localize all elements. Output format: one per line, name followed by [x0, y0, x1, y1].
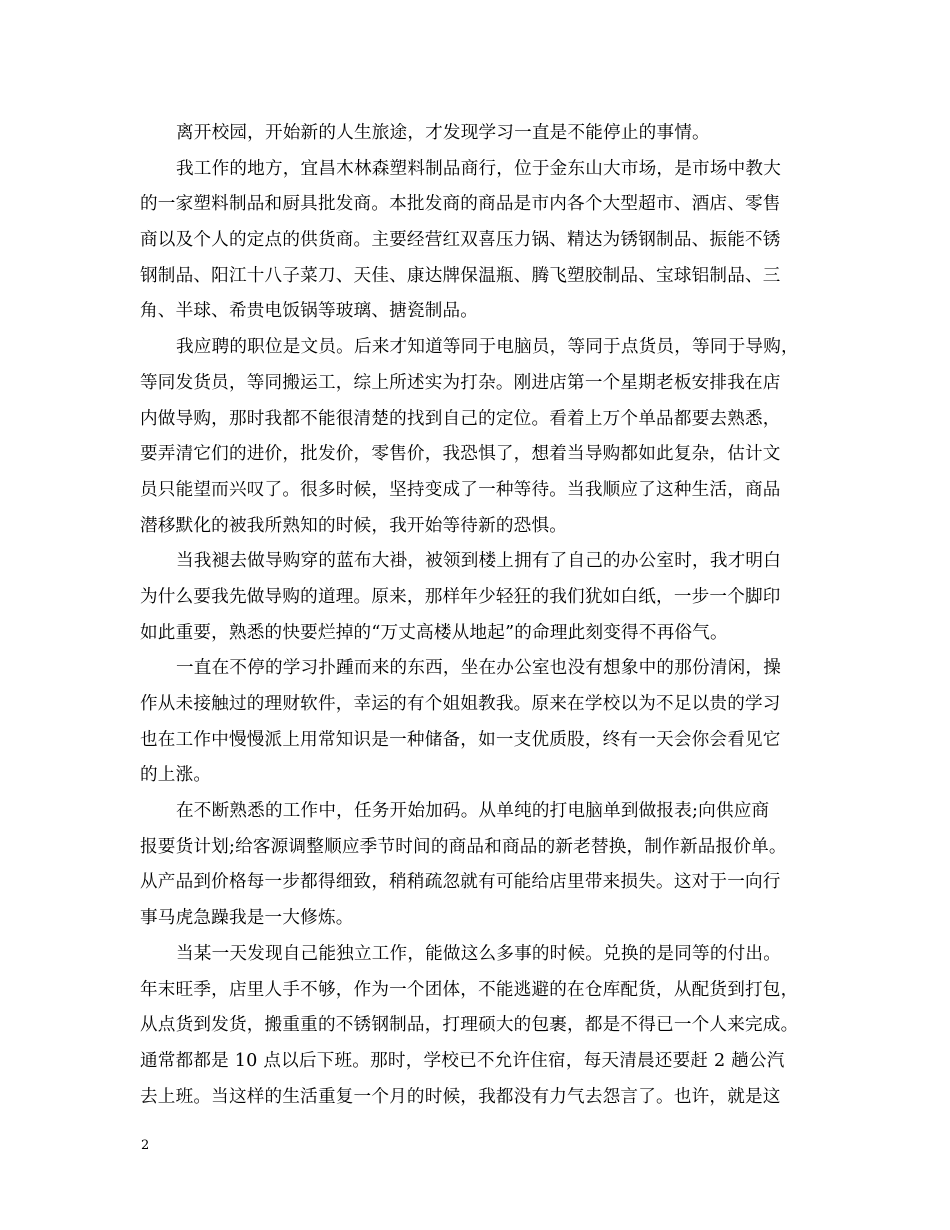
text-line: 商以及个人的定点的供货商。主要经营红双喜压力锅、精达为锈钢制品、振能不锈	[140, 230, 781, 251]
text-line: 事马虎急躁我是一大修炼。	[140, 908, 354, 929]
text-line: 当某一天发现自己能独立工作，能做这么多事的时候。兑换的是同等的付出。	[176, 943, 781, 964]
text-line: 在不断熟悉的工作中，任务开始加码。从单纯的打电脑单到做报表;向供应商	[176, 801, 770, 822]
text-line: 钢制品、阳江十八子菜刀、天佳、康达牌保温瓶、腾飞塑胶制品、宝球铝制品、三	[140, 265, 781, 286]
text-line: 为什么要我先做导购的道理。原来，那样年少轻狂的我们犹如白纸，一步一个脚印	[140, 586, 781, 607]
text-line: 潜移默化的被我所熟知的时候，我开始等待新的恐惧。	[140, 515, 568, 536]
text-line: 要弄清它们的进价，批发价，零售价，我恐惧了，想着当导购都如此复杂，估计文	[140, 444, 781, 465]
text-line: 作从未接触过的理财软件，幸运的有个姐姐教我。原来在学校以为不足以贵的学习	[140, 694, 781, 714]
text-line: 如此重要，熟悉的快要烂掉的“万丈高楼从地起”的命理此刻变得不再俗气。	[140, 622, 728, 643]
text-line: 报要货计划;给客源调整顺应季节时间的商品和商品的新老替换，制作新品报价单。	[140, 836, 787, 857]
text-line: 离开校园，开始新的人生旅途，才发现学习一直是不能停止的事情。	[176, 123, 710, 143]
text-line: 内做导购，那时我都不能很清楚的找到自己的定位。看着上万个单品都要去熟悉，	[140, 408, 781, 429]
text-line: 年末旺季，店里人手不够，作为一个团体，不能逃避的在仓库配货，从配货到打包，	[140, 979, 799, 1000]
text-line: 当我褪去做导购穿的蓝布大褂，被领到楼上拥有了自己的办公室时，我才明白	[176, 551, 781, 572]
text-line: 一直在不停的学习扑踵而来的东西，坐在办公室也没有想象中的那份清闲，操	[176, 658, 781, 679]
text-line: 我工作的地方，宜昌木林森塑料制品商行，位于金东山大市场，是市场中教大	[176, 158, 781, 179]
text-line: 从点货到发货，搬重重的不锈钢制品，打理硕大的包裹，都是不得已一个人来完成。	[140, 1015, 799, 1036]
text-line: 等同发货员，等同搬运工，综上所述实为打杂。刚进店第一个星期老板安排我在店	[140, 372, 781, 393]
page-number: 2	[141, 1138, 150, 1153]
text-line: 从产品到价格每一步都得细致，稍稍疏忽就有可能给店里带来损失。这对于一向行	[140, 872, 781, 893]
text-line: 去上班。当这样的生活重复一个月的时候，我都没有力气去怨言了。也许，就是这	[140, 1086, 781, 1107]
text-line: 角、半球、希贵电饭锅等玻璃、搪瓷制品。	[140, 301, 479, 322]
text-line: 的上涨。	[140, 765, 212, 786]
text-line: 我应聘的职位是文员。后来才知道等同于电脑员，等同于点货员，等同于导购，	[176, 337, 799, 358]
text-line: 通常都都是 10 点以后下班。那时，学校已不允许住宿，每天清晨还要赶 2 趟公汽	[140, 1050, 785, 1071]
body-text	[140, 116, 810, 1115]
text-line: 也在工作中慢慢派上用常知识是一种储备，如一支优质股，终有一天会你会看见它	[140, 729, 781, 750]
text-line: 的一家塑料制品和厨具批发商。本批发商的商品是市内各个大型超市、酒店、零售	[140, 194, 781, 215]
text-line: 员只能望而兴叹了。很多时候，坚持变成了一种等待。当我顺应了这种生活，商品	[140, 479, 781, 500]
